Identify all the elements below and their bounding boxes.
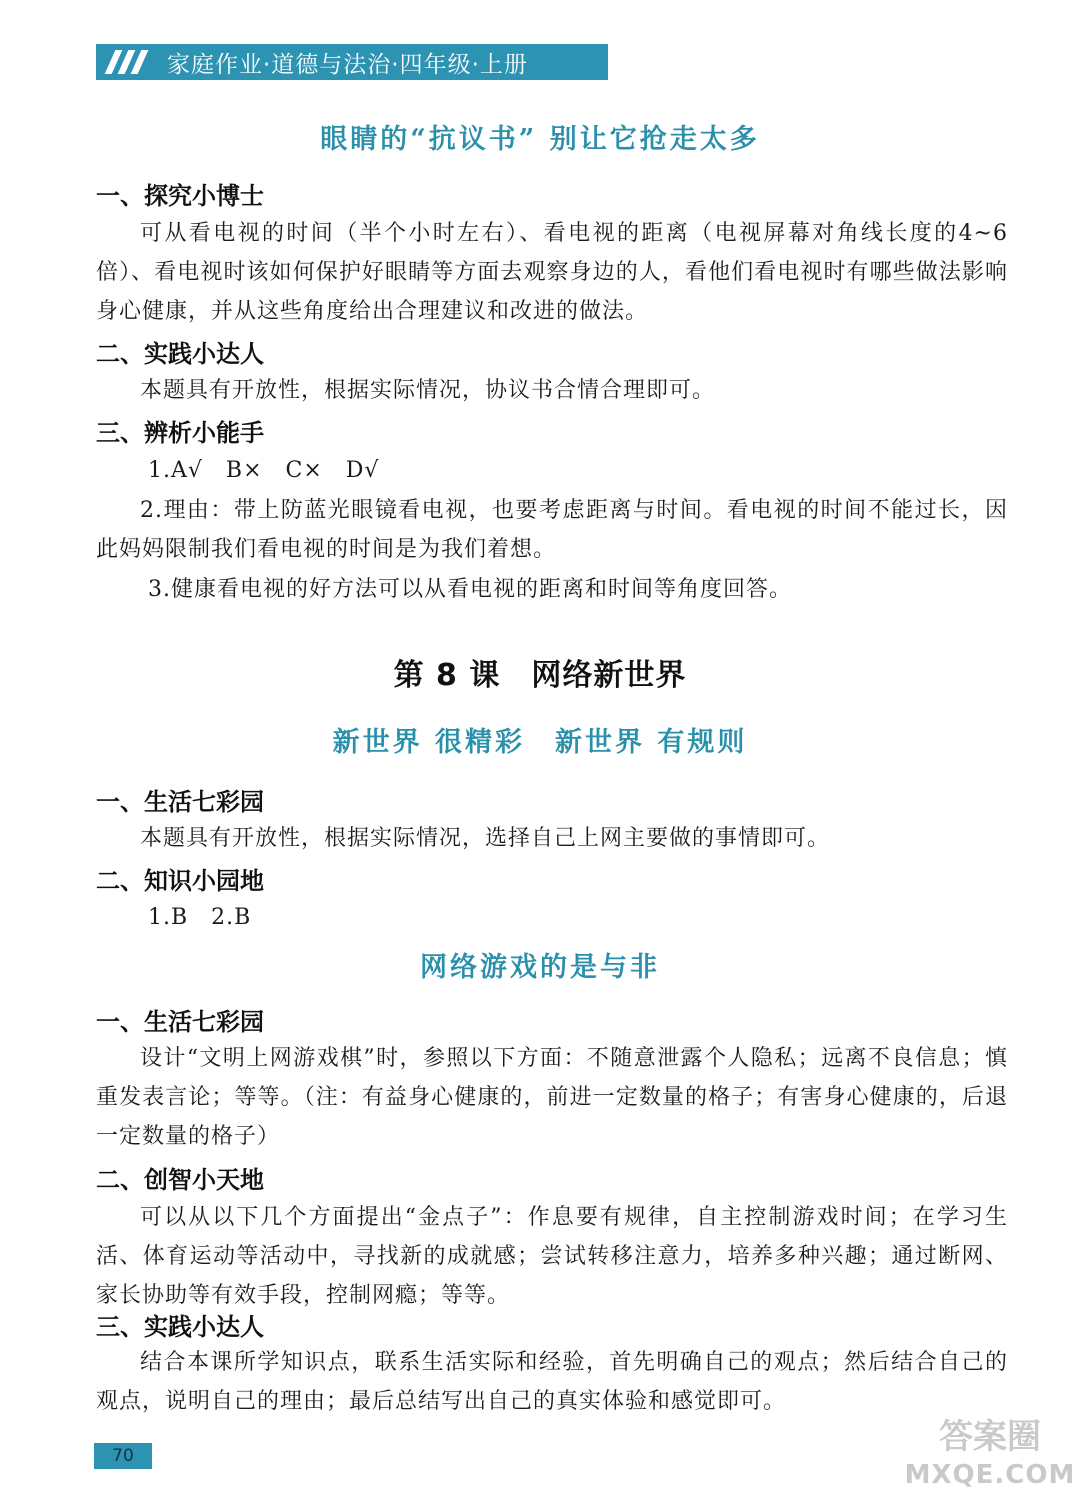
answer-life-garden: 本题具有开放性，根据实际情况，选择自己上网主要做的事情即可。 [140, 826, 831, 851]
answer-judge-items: 1.A√ B× C× D√ [148, 458, 380, 483]
answer-game-board: 设计“文明上网游戏棋”时，参照以下方面：不随意泄露个人隐私；远离不良信息；慎重发表言论；等等。（注：有益身心健康的，前进一定数量的格子；有害身心健康的，后退一定数量的格子） [96, 1046, 1008, 1149]
answer-knowledge: 1.B 2.B [148, 905, 252, 930]
watermark-text: 答案圈 [939, 1417, 1041, 1457]
heading-creative: 二、创智小天地 [96, 1166, 264, 1194]
heading-life-garden-2: 一、生活七彩园 [96, 1008, 264, 1036]
section-title-online-games: 网络游戏的是与非 [420, 952, 660, 983]
site-watermark [900, 1418, 1080, 1494]
answer-practice: 本题具有开放性，根据实际情况，协议书合情合理即可。 [140, 378, 716, 403]
heading-explore: 一、探究小博士 [96, 182, 264, 210]
answer-reason: 2.理由：带上防蓝光眼镜看电视，也要考虑距离与时间。看电视的时间不能过长，因此妈妈限制我们看电视的时间是为我们着想。 [96, 498, 1008, 562]
heading-life-garden: 一、生活七彩园 [96, 788, 264, 816]
answer-practice-2: 结合本课所学知识点，联系生活实际和经验，首先明确自己的观点；然后结合自己的观点，说明自己的理由；最后总结写出自己的真实体验和感觉即可。 [96, 1350, 1008, 1414]
watermark-url: MXQE.COM [904, 1460, 1076, 1490]
heading-practice-2: 三、实践小达人 [96, 1313, 264, 1341]
heading-practice: 二、实践小达人 [96, 340, 264, 368]
section-title-eye-protest: 眼睛的“抗议书” 别让它抢走太多 [320, 124, 760, 155]
answer-explore: 可从看电视的时间（半个小时左右）、看电视的距离（电视屏幕对角线长度的4~6倍）、看电视时该如何保护好眼睛等方面去观察身边的人，看他们看电视时有哪些做法影响身心健康，并从这些角度给出合理建议和改进的做法。 [96, 221, 1008, 324]
section-title-new-world: 新世界 很精彩 新世界 有规则 [332, 727, 748, 758]
header-banner [96, 44, 608, 80]
answer-healthy-tv: 3.健康看电视的好方法可以从看电视的距离和时间等角度回答。 [148, 577, 792, 602]
header-stripes-decoration [110, 50, 149, 74]
page-number: 70 [94, 1443, 152, 1469]
header-title: 家庭作业·道德与法治·四年级·上册 [167, 51, 528, 78]
lesson-title: 第 8 课 网络新世界 [393, 658, 687, 693]
heading-knowledge: 二、知识小园地 [96, 867, 264, 895]
heading-analyze: 三、辨析小能手 [96, 419, 264, 447]
answer-golden-ideas: 可以从以下几个方面提出“金点子”：作息要有规律，自主控制游戏时间；在学习生活、体育运动等活动中，寻找新的成就感；尝试转移注意力，培养多种兴趣；通过断网、家长协助等有效手段，控制网瘾；等等。 [96, 1205, 1008, 1308]
